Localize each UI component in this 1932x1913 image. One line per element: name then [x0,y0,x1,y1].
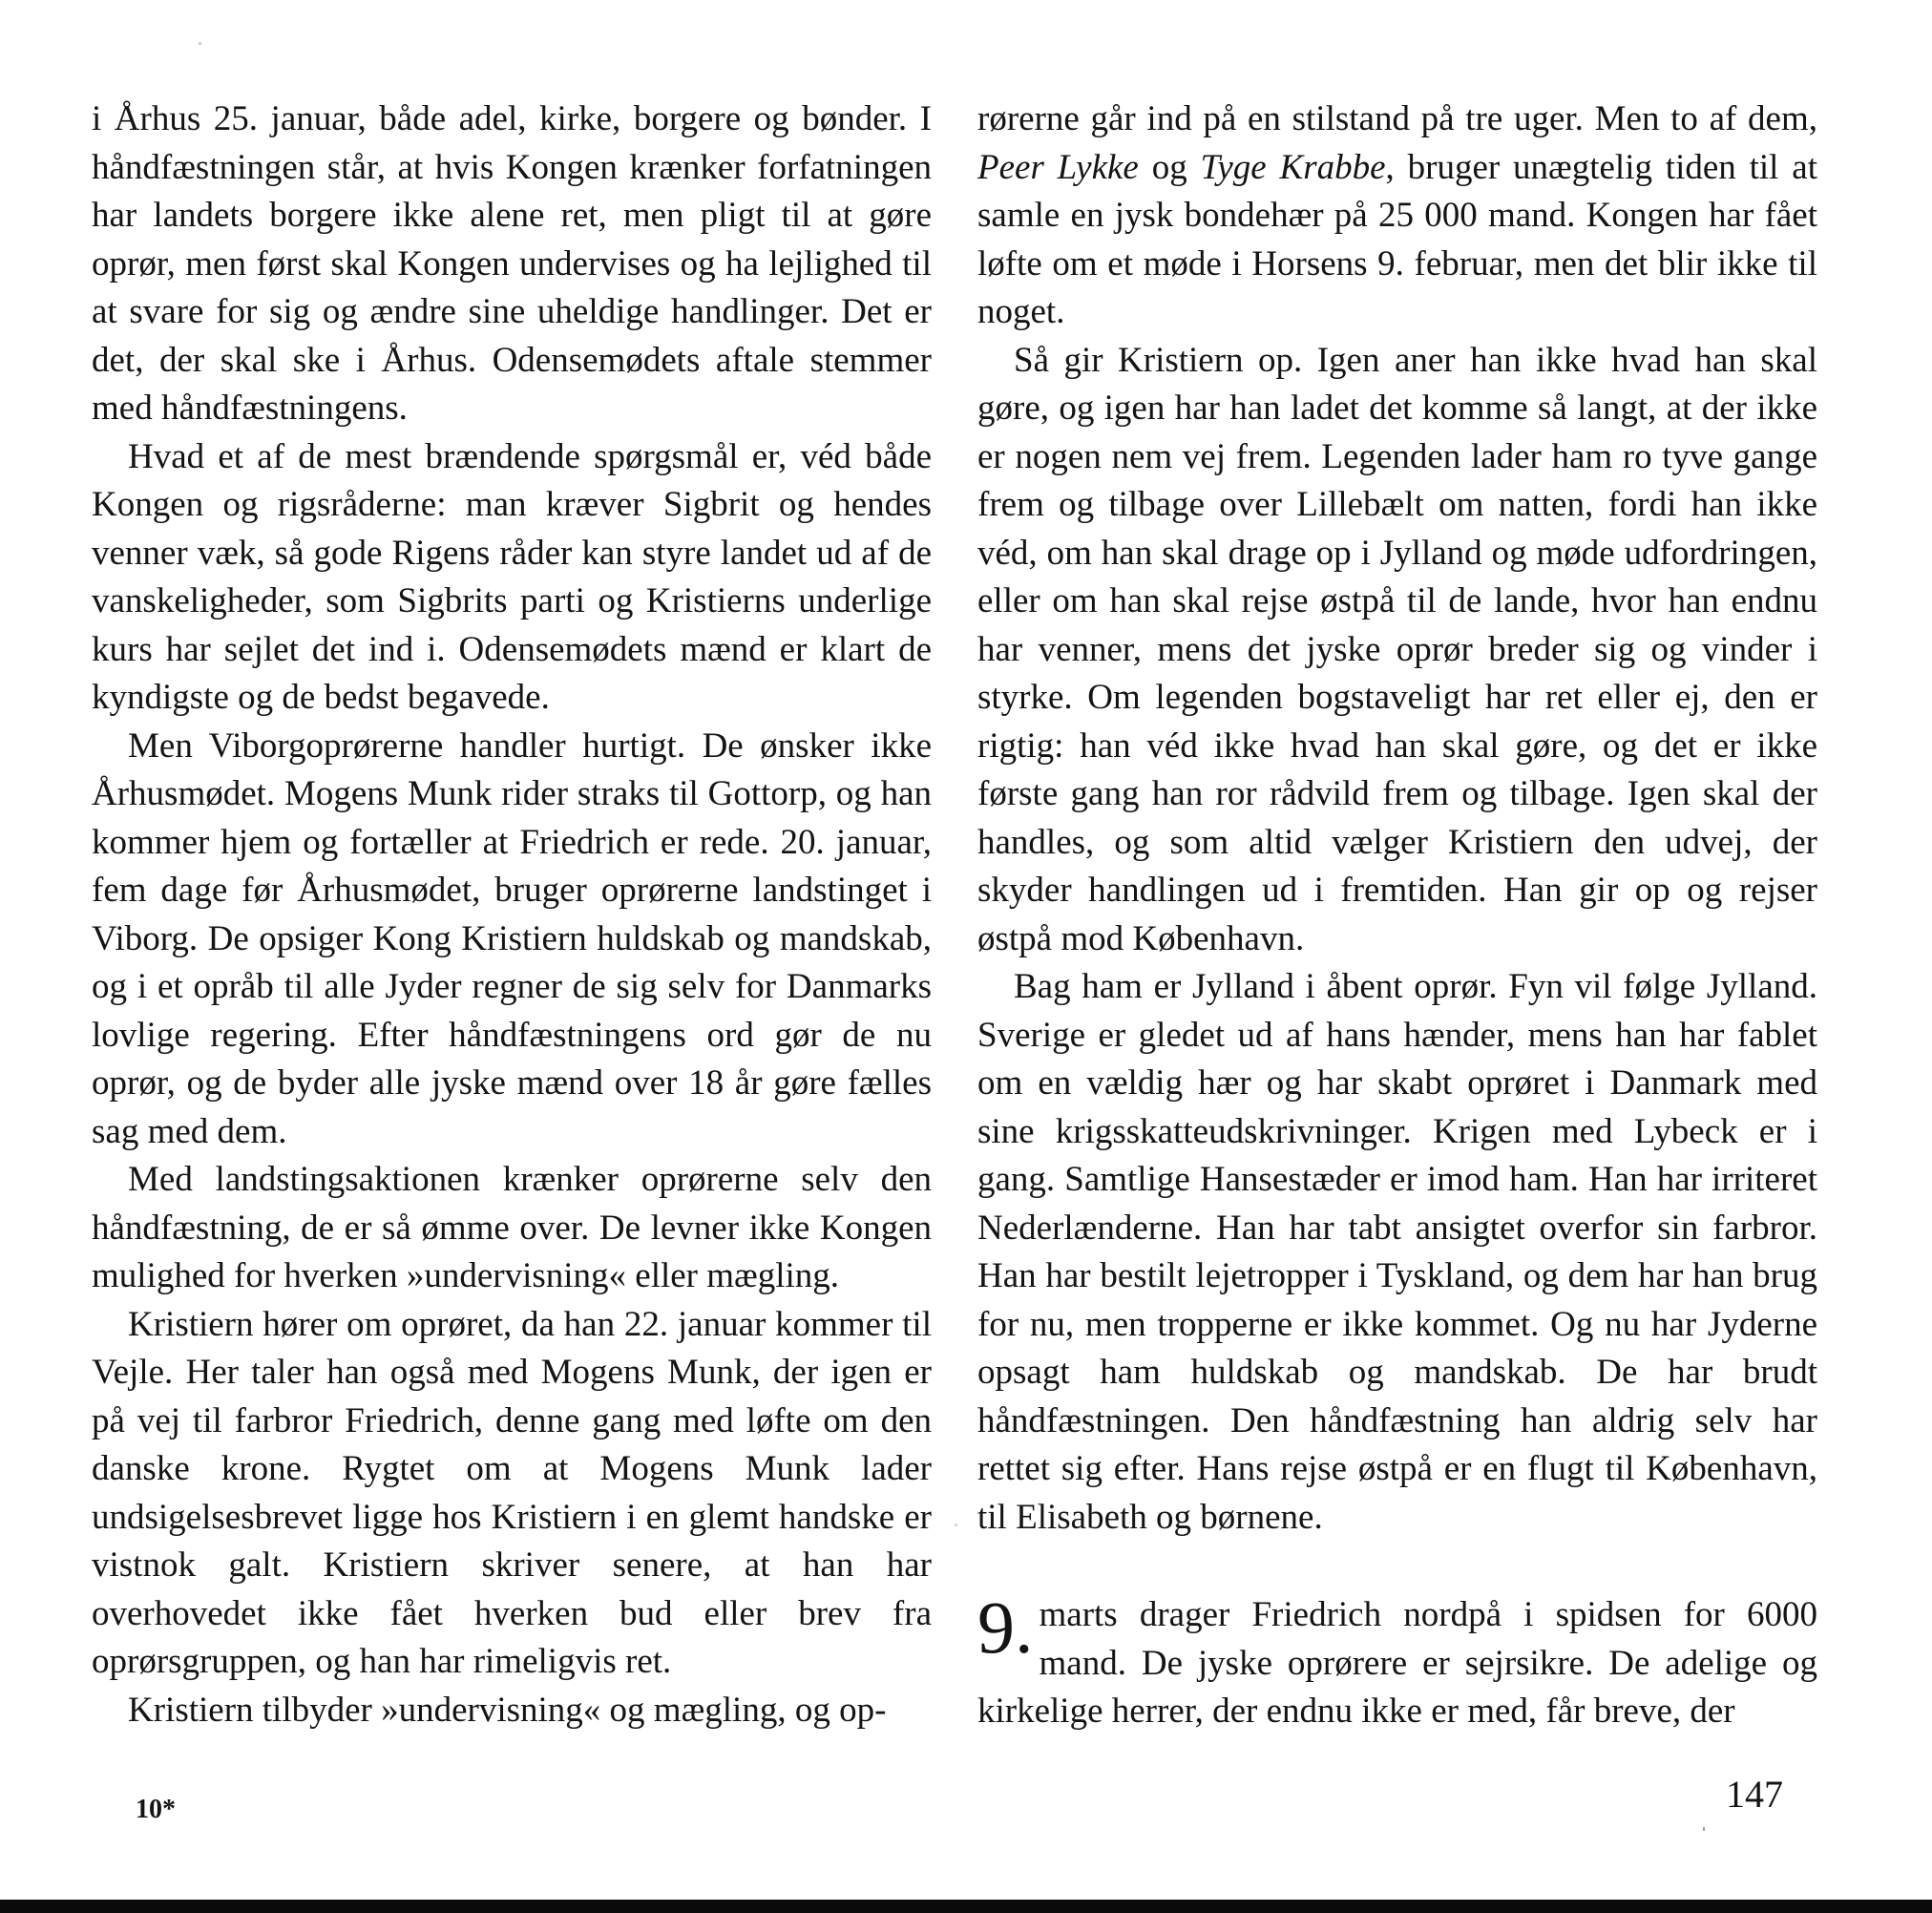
text-run: rørerne går ind på en stilstand på tre uger. Men to af dem, [977,99,1817,138]
paragraph: Så gir Kristiern op. Igen aner han ikke hvad han skal gøre, og igen har han ladet det komme så langt, at der ikke er nogen nem vej frem. Legenden lader ham ro tyve gange frem og tilbage over Lillebælt om natten, fordi han ikke véd, om han skal drage op i Jylland og møde udfordringen, eller om han skal rejse østpå til de lande, hvor han endnu har venner, mens det jyske oprør breder sig og vinder i styrke. Om legenden bogstaveligt har ret eller ej, den er rigtig: han véd ikke hvad han skal gøre, og det er ikke første gang han ror rådvild frem og tilbage. Igen skal der handles, og som altid vælger Kristiern den udvej, der skyder handlingen ud i fremtiden. Han gir op og rejser østpå mod København. [977,340,1817,958]
section-break [977,1542,1817,1591]
text-run: marts drager Friedrich nordpå i spidsen for 6000 mand. De jyske oprørere er sejrsikre. De adelige og kirkelige herrer, der endnu ikke er med, får breve, der [977,1595,1817,1731]
text-run: , bruger unægtelig tiden til at samle en jysk bondehær på 25 000 mand. Kongen har fået løfte om et møde i Horsens 9. februar, men det blir ikke til noget. [977,147,1818,331]
right-column [977,95,1817,1736]
page-number: 147 [1726,1773,1783,1816]
paragraph: i Århus 25. januar, både adel, kirke, borgere og bønder. I håndfæstningen står, at hvis Kongen krænker forfatningen har landets borgere ikke alene ret, men pligt til at gøre oprør, men først skal Kongen undervises og ha lejlighed til at svare for sig og ændre sine uheldige handlinger. Det er det, der skal ske i Århus. Odensemødets aftale stemmer med håndfæstningens. [92,99,932,428]
signature-mark: 10* [136,1795,176,1824]
paragraph: Bag ham er Jylland i åbent oprør. Fyn vil følge Jylland. Sverige er gledet ud af hans hænder, mens han har fablet om en vældig hær og har skabt oprøret i Danmark med sine krigsskatteudskrivninger. Krigen med Lybeck er i gang. Samtlige Hansestæder er imod ham. Han har irriteret Nederlænderne. Han har tabt ansigtet overfor sin farbror. Han har bestilt lejetropper i Tyskland, og dem har han brug for nu, men tropperne er ikke kommet. Og nu har Jyderne opsagt ham huldskab og mandskab. De har brudt håndfæstningen. Den håndfæstning han aldrig selv har rettet sig efter. Hans rejse østpå er en flugt til København, til Elisabeth og børnene. [977,967,1817,1537]
paper-speck [1703,1827,1705,1831]
left-column [92,95,932,1734]
drop-cap: 9. [977,1586,1034,1669]
paper-speck [199,42,201,45]
section-opening-paragraph [977,1586,1817,1736]
paragraph: Kristiern hører om oprøret, da han 22. januar kommer til Vejle. Her taler han også med Mogens Munk, der igen er på vej til farbror Friedrich, denne gang med løfte om den danske krone. Rygtet om at Mogens Munk lader undsigelsesbrevet ligge hos Kristiern i en glemt handske er vistnok galt. Kristiern skriver senere, at han har overhovedet ikke fået hverken bud eller brev fra oprørsgruppen, og han har rimeligvis ret. [92,1304,932,1681]
scan-edge-bar [0,1900,1932,1913]
paragraph [977,95,1817,337]
paragraph: Men Viborgoprørerne handler hurtigt. De ønsker ikke Århusmødet. Mogens Munk rider straks til Gottorp, og han kommer hjem og fortæller at Friedrich er rede. 20. januar, fem dage før Århusmødet, bruger oprørerne landstinget i Viborg. De opsiger Kong Kristiern huldskab og mandskab, og i et opråb til alle Jyder regner de sig selv for Danmarks lovlige regering. Efter håndfæstningens ord gør de nu oprør, og de byder alle jyske mænd over 18 år gøre fælles sag med dem. [92,725,932,1151]
text-run: og [1138,147,1201,187]
paragraph: Kristiern tilbyder »undervisning« og mægling, og op- [128,1690,887,1730]
paragraph: Med landstingsaktionen krænker oprørerne selv den håndfæstning, de er så ømme over. De levner ikke Kongen mulighed for hverken »undervisning« eller mægling. [92,1160,932,1295]
paper-speck [955,1524,957,1526]
person-name: Peer Lykke [977,147,1139,187]
paragraph: Hvad et af de mest brændende spørgsmål er, véd både Kongen og rigsråderne: man kræver Sigbrit og hendes venner væk, så gode Rigens råder kan styre landet ud af de vanskeligheder, som Sigbrits parti og Kristierns underlige kurs har sejlet det ind i. Odensemødets mænd er klart de kyndigste og de bedst begavede. [92,436,932,717]
person-name: Tyge Krabbe [1200,147,1386,187]
